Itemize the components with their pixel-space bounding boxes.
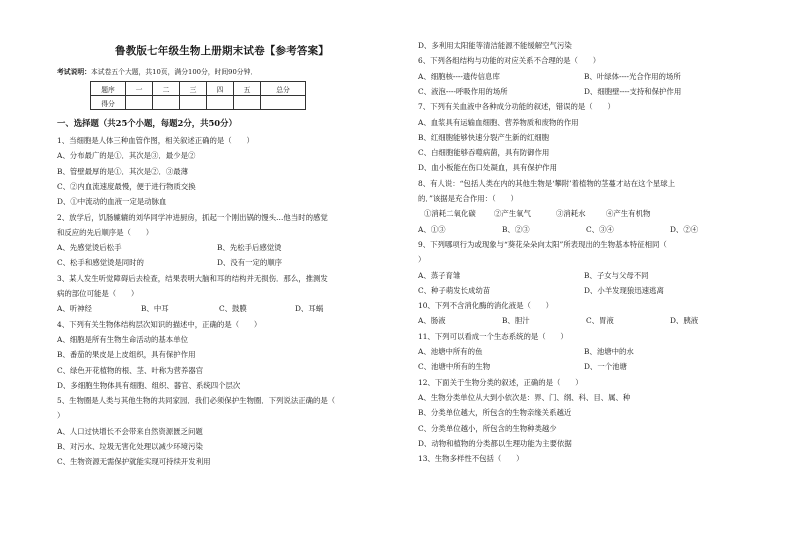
answer-option: A、蒸子育雏 [418, 270, 461, 280]
question-line: 2、放学后，饥肠辘辘的刘华同学冲进厨房，抓起一个刚出锅的馒头…他当时的感觉 [57, 212, 328, 222]
question-line: A、分布最广的是①．其次是③．最少是② [57, 151, 196, 161]
question-line: 病的部位可能是（ ） [57, 289, 139, 298]
answer-option: C、胃液 [586, 316, 614, 326]
question-line: D、动物和植物的分类都以生理功能为主要依据 [418, 438, 572, 448]
statement-item: ④产生有机物 [606, 209, 651, 219]
question-line: C、绿色开花植物的根、茎、叶称为营养器官 [57, 365, 204, 375]
question-line: 4、下列有关生物体结构层次知识的描述中，正确的是（ ） [57, 319, 262, 329]
score-cell [153, 96, 180, 110]
answer-option: C、池塘中所有的生物 [418, 362, 491, 372]
answer-option: D、小羊发现狼迅速逃离 [584, 285, 664, 295]
question-line: C、白细胞能够吞噬病菌，具有防御作用 [418, 148, 550, 158]
question-line: 3、某人发生听觉障碍后去检查，结果表明大脑和耳的结构并无损伤．那么，推测发 [57, 273, 328, 283]
answer-option: C、种子萌发长成幼苗 [418, 285, 491, 295]
score-header-cell: 一 [126, 82, 153, 96]
score-row-label: 得分 [91, 96, 126, 110]
question-line: B、红细胞能够快速分裂产生新的红细胞 [418, 132, 550, 142]
question-line: 9、下列哪项行为或现象与“葵花朵朵向太阳”所表现出的生物基本特征相同（ [418, 239, 667, 249]
question-line: B、番茄的果皮是上皮组织，具有保护作用 [57, 350, 196, 360]
question-line: A、人口过快增长不会带来自然资源匮乏问题 [57, 426, 203, 436]
question-line: B、管壁最厚的是①．其次是②．③最薄 [57, 166, 189, 176]
score-header-cell: 四 [207, 82, 234, 96]
answer-option: B、先松手后感觉烫 [217, 243, 282, 253]
exam-instructions [57, 66, 257, 76]
score-table-header-row [91, 82, 306, 96]
answer-option: A、池塘中所有的鱼 [418, 347, 483, 356]
answer-option: D、耳蜗 [295, 304, 324, 314]
question-line: 8、有人说：“包括人类在内的其他生物是‘攀附’着植物的茎蔓才站在这个星球上 [418, 178, 676, 188]
answer-option: D、没有一定的顺序 [217, 258, 283, 268]
score-table-score-row [91, 96, 306, 110]
answer-option: B、叶绿体----光合作用的场所 [584, 71, 681, 81]
question-line: 10、下列不含消化酶的消化液是（ ） [418, 301, 554, 311]
question-line: D、①中流动的血液一定是动脉血 [57, 197, 167, 207]
exam-instructions-text: 本试卷五个大题，共10页，满分100分，时间90分钟． [90, 68, 258, 76]
statement-item: ①消耗二氧化碳 [424, 209, 476, 219]
answer-option: C、鼓膜 [219, 304, 247, 314]
score-header-cell: 五 [234, 82, 261, 96]
score-cell [180, 96, 207, 110]
question-line: 的．”该据是充合作用：（ ） [418, 194, 518, 203]
answer-option: B、胆汁 [502, 316, 530, 326]
exam-title: 鲁教版七年级生物上册期末试卷【参考答案】 [115, 45, 329, 57]
score-table [90, 81, 306, 110]
answer-option: D、细胞壁----支持和保护作用 [584, 86, 682, 96]
question-line: C、生物资源无需保护就能实现可持续开发利用 [57, 457, 211, 467]
answer-option: C、液泡----呼吸作用的场所 [418, 86, 508, 96]
question-line: 7、下列有关血液中各种成分功能的叙述，错误的是（ ） [418, 102, 615, 112]
question-line: 11、下列可以看成一个生态系统的是（ ） [418, 331, 568, 341]
question-line: 1、当细胞是人体三种血管作图，相关叙述正确的是（ ） [57, 136, 254, 145]
answer-option: C、松手和感觉烫是同时的 [57, 258, 144, 268]
answer-option: A、肠液 [418, 316, 446, 326]
answer-option: B、中耳 [141, 304, 169, 314]
score-cell [234, 96, 261, 110]
question-line: B、对污水、垃圾无害化处理以减少环境污染 [57, 442, 203, 451]
statement-item: ③消耗水 [556, 209, 586, 219]
score-header-cell: 总分 [261, 82, 306, 96]
question-line: 13、生物多样性不包括（ ） [418, 454, 524, 464]
answer-option: A、细胞核----遗传信息库 [418, 71, 500, 81]
question-line: 12、下面关于生物分类的叙述，正确的是（ ） [418, 377, 583, 387]
answer-option: B、②③ [502, 224, 530, 234]
score-header-cell: 二 [153, 82, 180, 96]
exam-instructions-label: 考试说明： [57, 68, 91, 76]
statement-item: ②产生氧气 [494, 209, 531, 219]
answer-option: A、①③ [418, 224, 446, 234]
score-cell [207, 96, 234, 110]
question-line: C、分类单位越小，所包含的生物种类越少 [418, 423, 557, 433]
answer-option: D、胰液 [670, 316, 699, 326]
answer-option: B、池塘中的水 [584, 347, 634, 356]
answer-option: A、听神经 [57, 304, 92, 314]
question-line: B、分类单位越大，所包含的生物亲缘关系越近 [418, 408, 572, 418]
question-line: 6、下列各组结构与功能的对应关系不合理的是（ ） [418, 56, 601, 66]
score-cell [261, 96, 306, 110]
question-line: ） [418, 255, 426, 265]
answer-option: D、②④ [670, 224, 699, 234]
answer-option: C、③④ [586, 224, 614, 234]
answer-option: B、子女与父母不同 [584, 270, 649, 280]
question-line: D、血小板能在伤口处凝血，具有保护作用 [418, 163, 557, 173]
score-cell [126, 96, 153, 110]
answer-option: D、一个池塘 [584, 362, 627, 372]
score-header-cell: 题序 [91, 82, 126, 96]
question-line: 5、生物圈是人类与其他生物的共同家园．我们必须保护生物圈．下列说法正确的是（ [57, 396, 336, 406]
question-line: A、生物分类单位从大到小依次是：界、门、纲、科、目、属、种 [418, 392, 631, 402]
question-line: D、多细胞生物体具有细胞、组织、器官、系统四个层次 [57, 380, 241, 390]
question-line: D、多利用太阳能等清洁能源不能缓解空气污染 [418, 41, 572, 50]
question-line: 和反应的先后顺序是（ ） [57, 227, 154, 237]
section-heading: 一、选择题（共25个小题，每题2分，共50分） [57, 118, 237, 128]
question-line: ） [57, 411, 65, 421]
question-line: A、血浆具有运输血细胞、营养物质和废物的作用 [418, 117, 579, 127]
question-line: A、细胞是所有生物生命活动的基本单位 [57, 334, 188, 344]
question-line: C、②内血流速度最慢，便于进行物质交换 [57, 181, 196, 191]
score-header-cell: 三 [180, 82, 207, 96]
answer-option: A、先感觉烫后松手 [57, 243, 122, 253]
